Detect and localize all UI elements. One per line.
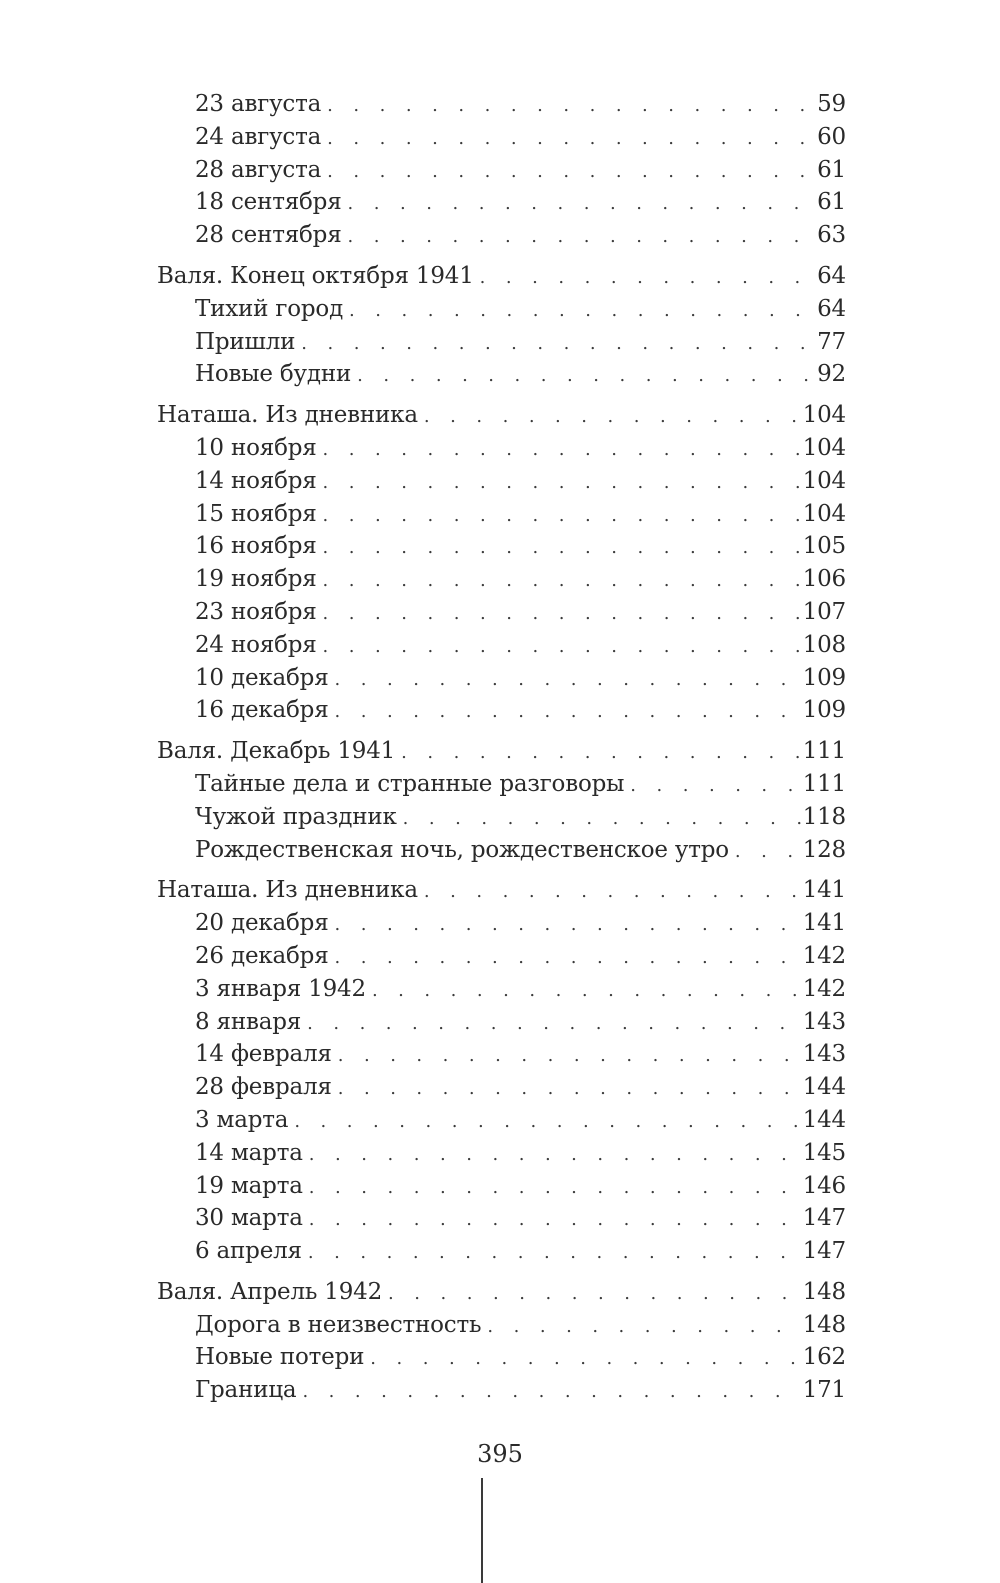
toc-entry <box>157 432 846 465</box>
toc-entry-page: 144 <box>802 1106 846 1133</box>
toc-entry <box>157 88 846 121</box>
toc-leader-dots <box>370 1343 800 1376</box>
toc-section-heading <box>157 1276 846 1309</box>
toc-leader-dots <box>327 90 815 123</box>
toc-entry-title: 16 декабря <box>195 697 329 724</box>
toc-entry-page: 105 <box>802 533 846 560</box>
toc-group <box>157 399 846 727</box>
toc-leader-dots <box>630 770 800 803</box>
toc-entry-title: 14 февраля <box>195 1041 332 1068</box>
toc-entry-title: Тайные дела и странные разговоры <box>195 770 625 797</box>
toc-entry-page: 61 <box>817 189 846 216</box>
toc-entry <box>157 768 846 801</box>
toc-entry <box>157 1341 846 1374</box>
toc-entry-title: 10 декабря <box>195 664 329 691</box>
toc-entry-page: 147 <box>802 1205 846 1232</box>
toc-entry-title: 3 января 1942 <box>195 975 366 1002</box>
toc-entry-page: 147 <box>802 1238 846 1265</box>
toc-entry-page: 144 <box>802 1074 846 1101</box>
toc-entry-page: 148 <box>802 1311 846 1338</box>
toc-heading-title: Валя. Конец октября 1941 <box>157 262 474 289</box>
toc-entry-title: Новые потери <box>195 1344 365 1371</box>
toc-entry <box>157 1006 846 1039</box>
toc-leader-dots <box>372 975 801 1008</box>
toc-entry-title: 24 ноября <box>195 631 317 658</box>
toc-leader-dots <box>735 836 801 869</box>
toc-leader-dots <box>335 909 801 942</box>
toc-entry-page: 142 <box>802 942 846 969</box>
toc-leader-dots <box>294 1106 800 1139</box>
toc-entry-page: 111 <box>802 770 846 797</box>
toc-entry <box>157 694 846 727</box>
toc-leader-dots <box>335 942 801 975</box>
toc-heading-page: 104 <box>802 402 846 429</box>
toc-leader-dots <box>323 434 801 467</box>
page-number: 395 <box>477 1440 523 1468</box>
toc-leader-dots <box>307 1008 801 1041</box>
toc-leader-dots <box>335 696 801 729</box>
toc-section-heading <box>157 260 846 293</box>
toc-entry-page: 146 <box>802 1172 846 1199</box>
toc-leader-dots <box>349 295 815 328</box>
toc-leader-dots <box>309 1139 801 1172</box>
toc-entry-page: 59 <box>817 91 846 117</box>
toc-entry-title: 3 марта <box>195 1106 289 1133</box>
toc-entry-page: 64 <box>817 295 846 322</box>
toc-entry-title: 19 ноября <box>195 566 317 593</box>
toc-entry-title: 14 марта <box>195 1139 303 1166</box>
toc-entry <box>157 1071 846 1104</box>
toc-group <box>157 88 846 252</box>
toc-leader-dots <box>302 1376 800 1409</box>
toc-group <box>157 1276 846 1407</box>
toc-section-heading <box>157 399 846 432</box>
toc-entry <box>157 1374 846 1407</box>
toc-entry <box>157 596 846 629</box>
toc-leader-dots <box>309 1172 801 1205</box>
toc-entry-page: 107 <box>802 598 846 625</box>
toc-entry-page: 128 <box>802 836 846 863</box>
toc-leader-dots <box>301 328 815 361</box>
toc-leader-dots <box>388 1278 801 1311</box>
toc-heading-page: 64 <box>817 262 846 289</box>
toc-entry <box>157 973 846 1006</box>
toc-heading-title: Валя. Апрель 1942 <box>157 1278 383 1305</box>
toc-entry <box>157 1309 846 1342</box>
toc-leader-dots <box>327 156 815 189</box>
toc-entry <box>157 219 846 252</box>
toc-leader-dots <box>480 262 815 295</box>
toc-entry-title: Граница <box>195 1377 297 1404</box>
toc-entry-title: 19 марта <box>195 1172 303 1199</box>
toc-entry <box>157 326 846 359</box>
toc-entry-page: 92 <box>817 361 846 388</box>
toc-entry-title: Тихий город <box>195 295 344 322</box>
toc-entry-page: 142 <box>802 975 846 1002</box>
toc-entry <box>157 801 846 834</box>
toc-entry-page: 104 <box>802 500 846 527</box>
toc-entry <box>157 465 846 498</box>
toc-leader-dots <box>327 123 815 156</box>
toc-entry-title: 16 ноября <box>195 533 317 560</box>
toc-entry-title: 15 ноября <box>195 500 317 527</box>
toc-leader-dots <box>424 876 801 909</box>
toc-leader-dots <box>348 188 816 221</box>
toc-entry <box>157 662 846 695</box>
toc-entry-title: 30 марта <box>195 1205 303 1232</box>
toc-entry-page: 60 <box>817 123 846 150</box>
toc-leader-dots <box>335 664 801 697</box>
toc-heading-page: 148 <box>802 1278 846 1305</box>
toc-group <box>157 735 846 866</box>
toc-leader-dots <box>323 598 801 631</box>
toc-entry <box>157 293 846 326</box>
toc-section-heading <box>157 874 846 907</box>
toc-entry-title: Чужой праздник <box>195 803 397 830</box>
toc-entry <box>157 358 846 391</box>
toc-entry-page: 106 <box>802 566 846 593</box>
toc-section-heading <box>157 735 846 768</box>
toc-leader-dots <box>309 1204 801 1237</box>
toc-leader-dots <box>323 532 801 565</box>
toc-entry-page: 61 <box>817 156 846 183</box>
toc-leader-dots <box>338 1040 801 1073</box>
toc-entry-page: 109 <box>802 697 846 724</box>
toc-entry-page: 108 <box>802 631 846 658</box>
toc-entry-page: 143 <box>802 1041 846 1068</box>
toc-entry <box>157 498 846 531</box>
toc-entry <box>157 186 846 219</box>
toc-entry <box>157 1104 846 1137</box>
toc-entry-page: 141 <box>802 910 846 937</box>
toc-leader-dots <box>424 401 801 434</box>
toc-entry-title: 6 апреля <box>195 1238 302 1265</box>
toc-leader-dots <box>338 1073 801 1106</box>
toc-entry-page: 145 <box>802 1139 846 1166</box>
toc-entry-title: 26 декабря <box>195 942 329 969</box>
toc-entry-title: Новые будни <box>195 361 352 388</box>
toc-leader-dots <box>487 1311 800 1344</box>
toc-entry <box>157 154 846 187</box>
toc-entry <box>157 940 846 973</box>
toc-entry-page: 104 <box>802 434 846 461</box>
toc-entry <box>157 530 846 563</box>
toc-heading-page: 141 <box>802 877 846 904</box>
toc-leader-dots <box>308 1237 801 1270</box>
toc-leader-dots <box>401 737 801 770</box>
toc-leader-dots <box>323 467 801 500</box>
toc-entry-title: 8 января <box>195 1008 302 1035</box>
toc-group <box>157 874 846 1268</box>
toc-entry-title: Рождественская ночь, рождественское утро <box>195 836 729 863</box>
toc-leader-dots <box>357 360 815 393</box>
toc-entry-title: 18 сентября <box>195 189 342 216</box>
toc-entry-page: 143 <box>802 1008 846 1035</box>
toc-entry-page: 77 <box>817 328 846 355</box>
toc-entry-title: 20 декабря <box>195 910 329 937</box>
toc-entry-title: 24 августа <box>195 123 322 150</box>
folio-rule-divider <box>481 1478 483 1583</box>
toc-heading-title: Наташа. Из дневника <box>157 877 418 904</box>
toc-heading-title: Наташа. Из дневника <box>157 402 418 429</box>
toc-entry <box>157 1170 846 1203</box>
toc-entry-title: 23 августа <box>195 91 322 117</box>
toc-entry-title: Дорога в неизвестность <box>195 1311 482 1338</box>
table-of-contents <box>157 88 846 1415</box>
toc-leader-dots <box>323 500 801 533</box>
toc-entry-title: Пришли <box>195 328 296 355</box>
toc-entry <box>157 907 846 940</box>
toc-entry-title: 28 августа <box>195 156 322 183</box>
toc-entry-title: 28 сентября <box>195 222 342 249</box>
toc-entry-page: 63 <box>817 222 846 249</box>
toc-heading-page: 111 <box>802 738 846 765</box>
toc-entry-title: 14 ноября <box>195 467 317 494</box>
toc-entry-page: 104 <box>802 467 846 494</box>
toc-leader-dots <box>323 631 801 664</box>
toc-entry <box>157 563 846 596</box>
toc-entry <box>157 1202 846 1235</box>
toc-leader-dots <box>323 565 801 598</box>
toc-entry <box>157 121 846 154</box>
toc-entry <box>157 834 846 867</box>
toc-entry <box>157 1137 846 1170</box>
toc-entry-page: 118 <box>802 803 846 830</box>
toc-leader-dots <box>403 803 801 836</box>
toc-entry-page: 109 <box>802 664 846 691</box>
toc-entry <box>157 629 846 662</box>
toc-entry-title: 28 февраля <box>195 1074 332 1101</box>
toc-entry-page: 162 <box>802 1344 846 1371</box>
toc-leader-dots <box>348 221 816 254</box>
toc-entry-title: 10 ноября <box>195 434 317 461</box>
toc-group <box>157 260 846 391</box>
toc-entry-title: 23 ноября <box>195 598 317 625</box>
toc-entry <box>157 1235 846 1268</box>
toc-entry-page: 171 <box>802 1377 846 1404</box>
toc-entry <box>157 1038 846 1071</box>
toc-heading-title: Валя. Декабрь 1941 <box>157 738 396 765</box>
